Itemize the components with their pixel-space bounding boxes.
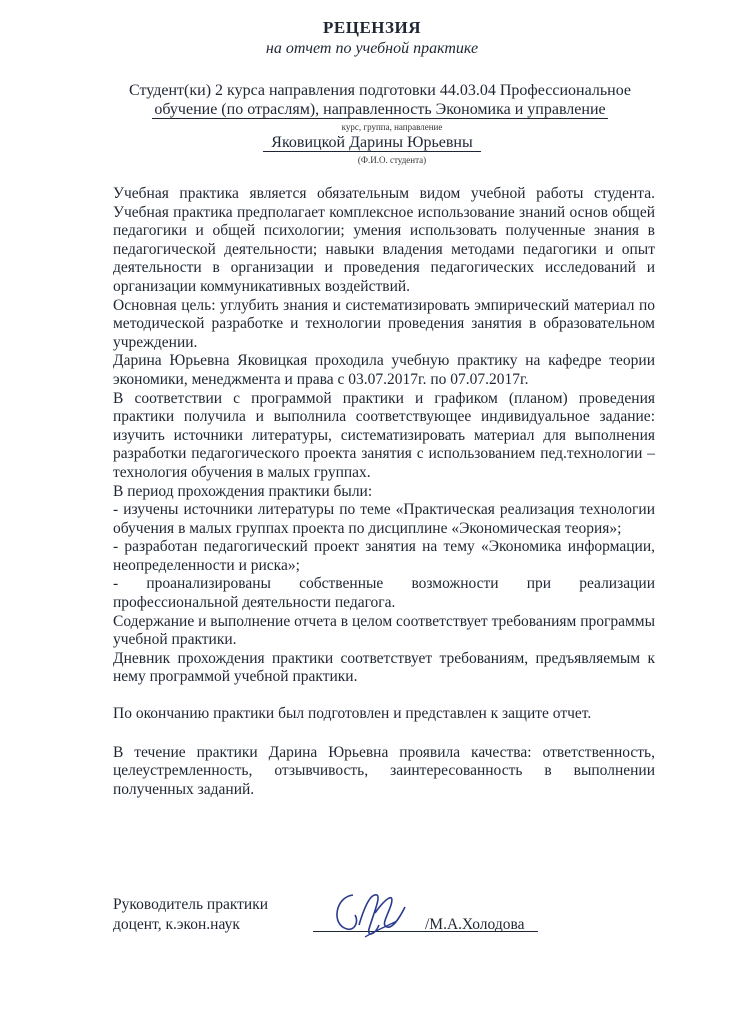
caption-course: курс, группа, направление: [341, 122, 443, 132]
paragraph-8: - проанализированы собственные возможности при реализации профессиональной деятельности педагога.: [113, 575, 655, 612]
student-line-2: [100, 101, 660, 119]
paragraph-5: В период прохождения практики были:: [113, 482, 373, 500]
paragraph-2: Основная цель: углубить знания и систематизировать эмпирический материал по методической разработке и технологии проведения занятия в образовательном учреждении.: [113, 296, 655, 351]
paragraph-9: Содержание и выполнение отчета в целом соответствует требованиям программы учебной практики.: [113, 612, 656, 649]
signer-role: Руководитель практики: [113, 896, 269, 913]
handwritten-signature-icon: [325, 885, 435, 945]
paragraph-12: В течение практики Дарина Юрьевна проявила качества: ответственность, целеустремленность, отзывчивость, заинтересованность в выполнении полученных заданий.: [113, 743, 655, 798]
paragraph-1: Учебная практика является обязательным видом учебной работы студента. Учебная практика предполагает комплексное использование знаний основ общей педагогики и общей психологии; умения использовать полученные знания в педагогической деятельности; навыки владения методами педагогики и опыт деятельности в организации и проведения педагогических исследований и организации коммуникативных воздействий.: [113, 185, 655, 295]
signer-name: /М.А.Холодова: [425, 916, 525, 933]
paragraph-3: Дарина Юрьевна Яковицкая проходила учебную практику на кафедре теории экономики, менеджмента и права с 03.07.2017г. по 07.07.2017г.: [113, 352, 655, 388]
student-name-line: [0, 134, 744, 152]
student-direction: обучение (по отраслям), направленность Экономика и управление: [154, 101, 606, 118]
review-body: [113, 185, 655, 799]
signer-degree: доцент, к.экон.наук: [113, 916, 240, 933]
paragraph-11: По окончанию практики был подготовлен и представлен к защите отчет.: [113, 705, 592, 723]
paragraph-4: В соответствии с программой практики и графиком (планом) проведения практики получила и выполнила соответствующее индивидуальное задание: изучить источники литературы, систематизировать материал для выполнения разработки педагогического проекта занятия с использованием пед.технологии – технология обучения в малых группах.: [113, 389, 655, 481]
student-name: Яковицкой Дарины Юрьевны: [263, 134, 480, 152]
document-title: РЕЦЕНЗИЯ: [323, 18, 421, 37]
paragraph-10: Дневник прохождения практики соответствует требованиям, предъявляемым к нему программой учебной практики.: [113, 649, 655, 686]
student-line-1: Студент(ки) 2 курса направления подготовки 44.03.04 Профессиональное: [129, 82, 631, 99]
paragraph-6: - изучены источники литературы по теме «Практическая реализация технологии обучения в малых группах проекта по дисциплине «Экономическая теория»;: [113, 501, 655, 537]
document-subtitle: на отчет по учебной практике: [265, 40, 479, 57]
paragraph-7: - разработан педагогический проект занятия на тему «Экономика информации, неопределенности и риска»;: [113, 538, 655, 574]
caption-student-name: (Ф.И.О. студента): [357, 155, 427, 165]
